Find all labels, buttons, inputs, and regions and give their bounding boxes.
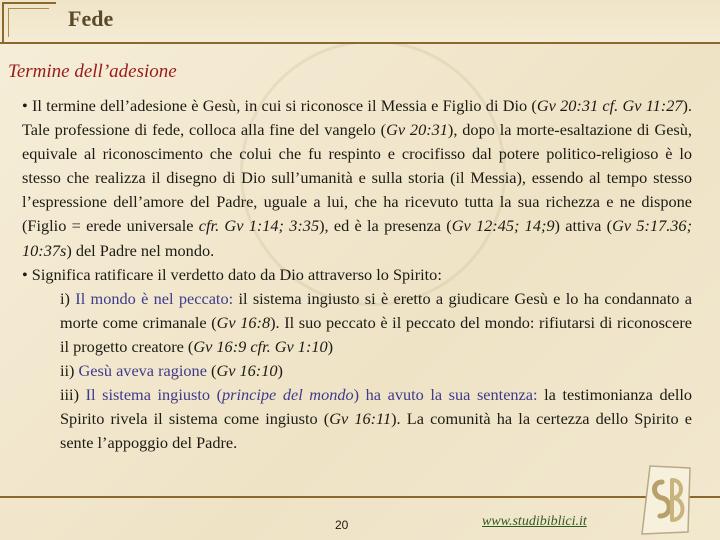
page-number: 20 bbox=[335, 518, 349, 532]
bible-reference: Gv 5:17.36; 10:37s bbox=[22, 216, 692, 260]
text-segment: ) del Padre nel mondo. bbox=[66, 240, 215, 260]
footer-divider bbox=[0, 496, 720, 498]
text-segment: ), ed è la presenza ( bbox=[319, 216, 452, 236]
point-iii bbox=[22, 383, 692, 455]
text-segment: ) bbox=[327, 336, 334, 356]
bible-reference: Gv 20:31 cf. Gv 11:27 bbox=[536, 96, 683, 115]
point-heading: Il mondo è nel peccato: bbox=[75, 288, 234, 308]
text-segment: ). Il suo peccato è il peccato del mondo: rifiutarsi di riconoscere il progetto creatore ( bbox=[60, 312, 693, 356]
text-segment: • Il termine dell’adesione è Gesù, in cui si riconosce il Messia e Figlio di Dio ( bbox=[22, 96, 537, 115]
text-segment: ). La comunità ha la certezza dello Spirito e sente l’appoggio del Padre. bbox=[60, 409, 692, 453]
slide-subtitle: Termine dell’adesione bbox=[8, 61, 177, 82]
point-i bbox=[22, 287, 692, 359]
corner-ornament-icon bbox=[2, 2, 56, 42]
bible-reference: Gv 12:45; 14;9 bbox=[451, 216, 555, 236]
title-bar bbox=[0, 0, 720, 44]
bible-reference: Gv 20:31 bbox=[386, 120, 448, 140]
bible-reference: Gv 16:10 bbox=[216, 361, 278, 381]
point-heading: Il sistema ingiusto ( bbox=[85, 385, 222, 405]
point-heading: Gesù aveva ragione bbox=[78, 361, 207, 381]
bible-reference: Gv 16:9 cfr. Gv 1:10 bbox=[193, 336, 328, 356]
site-link[interactable]: www.studibiblici.it bbox=[482, 514, 587, 529]
point-heading: ) ha avuto la sua sentenza: bbox=[353, 385, 538, 405]
point-number: ii) bbox=[60, 361, 79, 381]
paragraph-adesione bbox=[22, 94, 692, 263]
point-ii bbox=[22, 359, 692, 383]
point-number: i) bbox=[60, 288, 76, 308]
sb-logo-icon bbox=[636, 462, 696, 538]
bible-reference: Gv 16:8 bbox=[216, 312, 271, 332]
point-heading-italic: principe del mondo bbox=[222, 385, 354, 405]
text-segment: ) attiva ( bbox=[554, 216, 613, 236]
title-divider bbox=[0, 42, 720, 44]
paragraph-significa: • Significa ratificare il verdetto dato da Dio attraverso lo Spirito: bbox=[22, 264, 442, 284]
text-segment: la testimonianza dello Spirito rivela il sistema come ingiusto ( bbox=[60, 385, 693, 429]
text-segment: ). Tale professione di fede, colloca alla fine del vangelo ( bbox=[22, 96, 692, 140]
text-segment: ( bbox=[206, 361, 217, 381]
slide-title: Fede bbox=[68, 6, 114, 31]
text-segment: ) bbox=[277, 361, 283, 381]
point-number: iii) bbox=[60, 385, 86, 405]
text-segment: il sistema ingiusto si è eretto a giudicare Gesù e lo ha condannato a morte come crimanale ( bbox=[60, 288, 692, 332]
bible-reference: Gv 16:11 bbox=[329, 409, 392, 429]
slide-body bbox=[22, 94, 692, 455]
text-segment: ), dopo la morte-esaltazione di Gesù, equivale al riconoscimento che colui che fu respinto e crocifisso dal potere politico-religioso è lo stesso che realizza il disegno di Dio sull’umanità e sulla storia (il Messia), essendo al tempo stesso l’espressione dell’amore del Padre, uguale a lui, che ha ricevuto tutta la sua richezza e ne dispone (Figlio = erede universale bbox=[22, 120, 692, 236]
bible-reference: cfr. Gv 1:14; 3:35 bbox=[198, 216, 320, 236]
